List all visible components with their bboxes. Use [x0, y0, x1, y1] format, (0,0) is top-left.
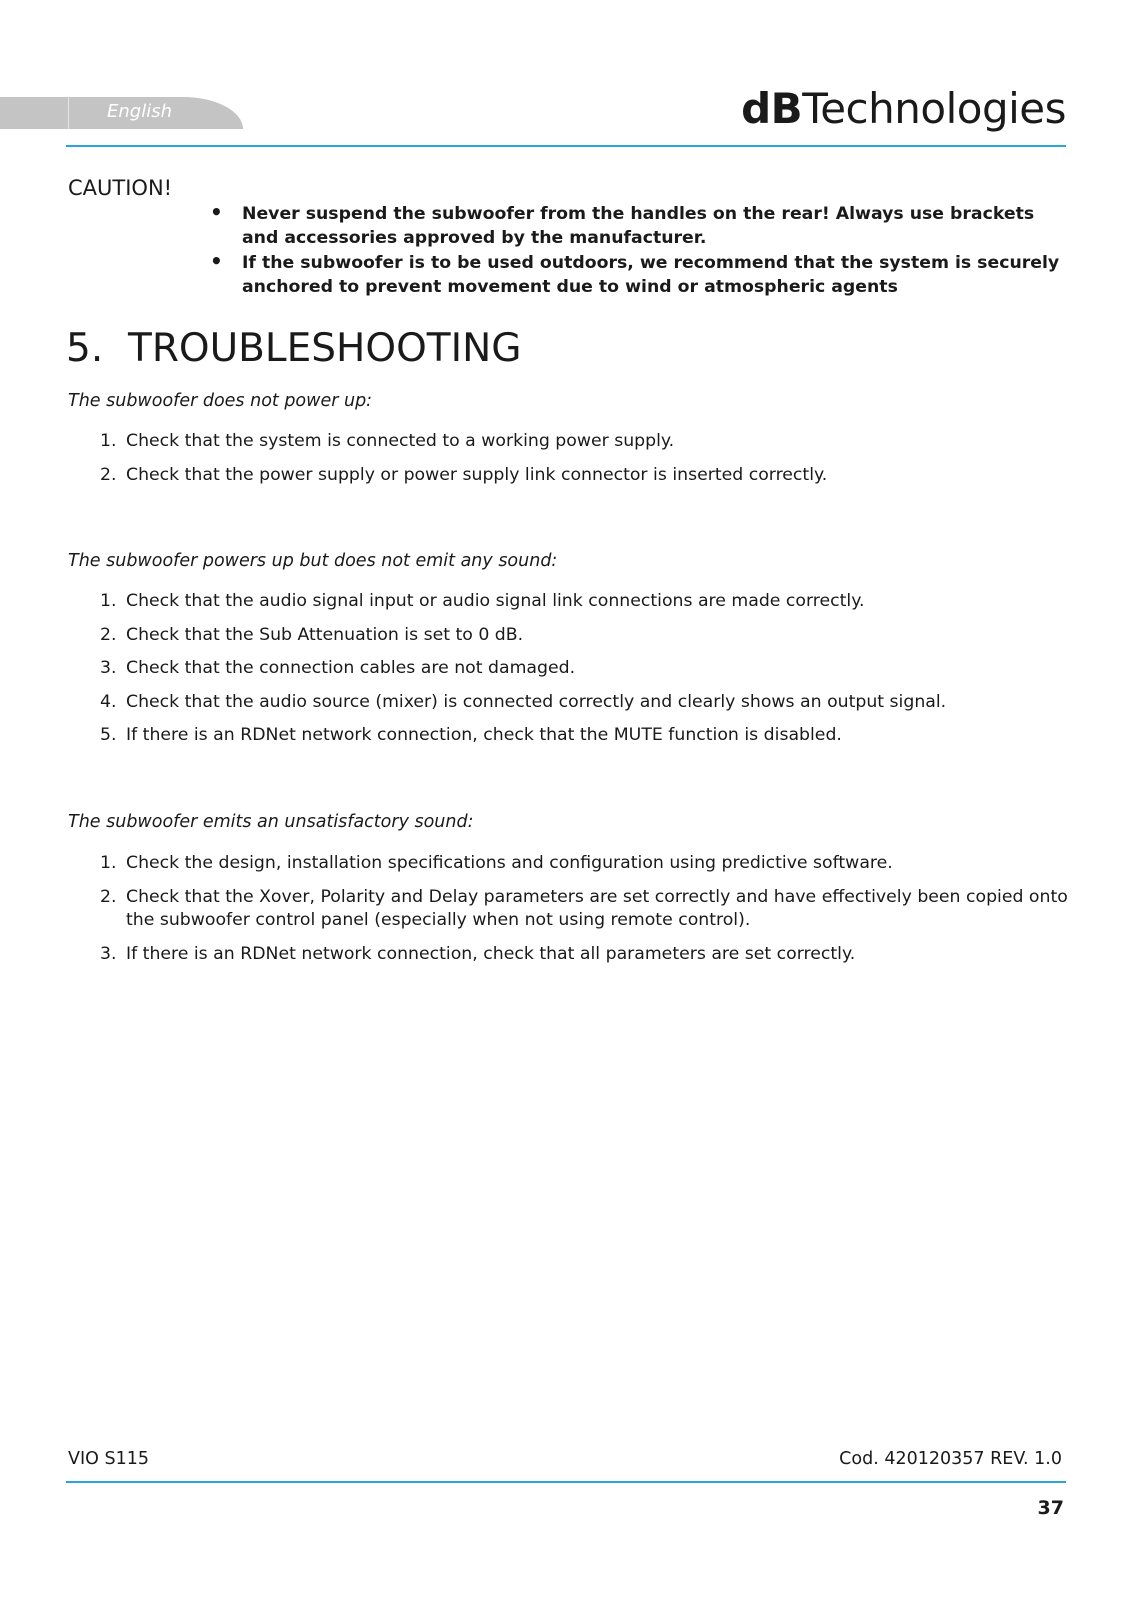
list-item-number: 1. [100, 431, 117, 451]
brand-logo-rest: Technologies [802, 84, 1066, 133]
brand-logo [741, 84, 1066, 133]
footer-code: Cod. 420120357 REV. 1.0 [839, 1449, 1062, 1469]
brand-logo-bold: dB [741, 84, 803, 133]
list-bad-sound [100, 852, 1070, 976]
list-item [100, 943, 1070, 967]
caution-item [210, 200, 1060, 250]
bullet-icon: • [210, 249, 223, 273]
list-item [100, 624, 1070, 648]
section-title-text: TROUBLESHOOTING [128, 326, 522, 371]
list-item-text: Check that the Sub Attenuation is set to 0 dB. [126, 624, 524, 645]
header-rule [66, 145, 1066, 147]
list-item [100, 724, 1070, 748]
footer-model: VIO S115 [68, 1449, 149, 1469]
list-item-number: 2. [100, 624, 117, 645]
caution-item [210, 249, 1060, 299]
list-item-text: Check that the Xover, Polarity and Delay parameters are set correctly and have effectively been copied onto the subwoofer control panel (especially when not using remote control). [126, 886, 1068, 930]
list-item-text: If there is an RDNet network connection, check that the MUTE function is disabled. [126, 725, 842, 745]
footer-rule [66, 1481, 1066, 1483]
tab-divider [68, 97, 69, 129]
list-item [100, 691, 1070, 715]
list-item-text: Check that the connection cables are not damaged. [126, 658, 576, 678]
list-item [100, 430, 1070, 454]
list-item-number: 2. [100, 886, 117, 907]
page-number: 37 [1037, 1497, 1064, 1519]
list-item-text: Check the design, installation specifications and configuration using predictive software. [126, 853, 893, 873]
list-item-text: Check that the audio signal input or audio signal link connections are made correctly. [126, 591, 865, 611]
group-heading-bad-sound: The subwoofer emits an unsatisfactory sound: [68, 812, 474, 832]
list-item-text: Check that the power supply or power supply link connector is inserted correctly. [126, 464, 828, 485]
caution-list [210, 200, 1060, 301]
list-item [100, 464, 1070, 488]
list-item [100, 657, 1070, 681]
group-heading-no-sound: The subwoofer powers up but does not emit any sound: [68, 551, 558, 571]
caution-title: CAUTION! [68, 176, 173, 200]
bullet-icon: • [210, 200, 223, 224]
language-tab [0, 97, 243, 129]
list-item-number: 3. [100, 658, 117, 678]
language-tab-label: English [107, 101, 172, 122]
list-item-text: Check that the system is connected to a working power supply. [126, 431, 675, 451]
list-item [100, 886, 1070, 933]
list-item-number: 1. [100, 853, 117, 873]
list-item-number: 4. [100, 691, 117, 712]
caution-item-text: If the subwoofer is to be used outdoors, we recommend that the system is securely anchored to prevent movement due to wind or atmospheric agents [242, 253, 1060, 297]
section-number: 5. [66, 326, 104, 371]
list-item-text: If there is an RDNet network connection, check that all parameters are set correctly. [126, 943, 856, 964]
list-item [100, 590, 1070, 614]
section-title [66, 326, 522, 371]
list-item-number: 1. [100, 591, 117, 611]
caution-item-text: Never suspend the subwoofer from the handles on the rear! Always use brackets and accessories approved by the manufacturer. [242, 204, 1035, 248]
list-item-number: 2. [100, 464, 117, 485]
list-no-power [100, 430, 1070, 497]
group-heading-no-power: The subwoofer does not power up: [68, 391, 373, 411]
list-no-sound [100, 590, 1070, 758]
list-item-number: 3. [100, 943, 117, 964]
list-item-text: Check that the audio source (mixer) is connected correctly and clearly shows an output signal. [126, 691, 947, 712]
list-item-number: 5. [100, 725, 117, 745]
list-item [100, 852, 1070, 876]
